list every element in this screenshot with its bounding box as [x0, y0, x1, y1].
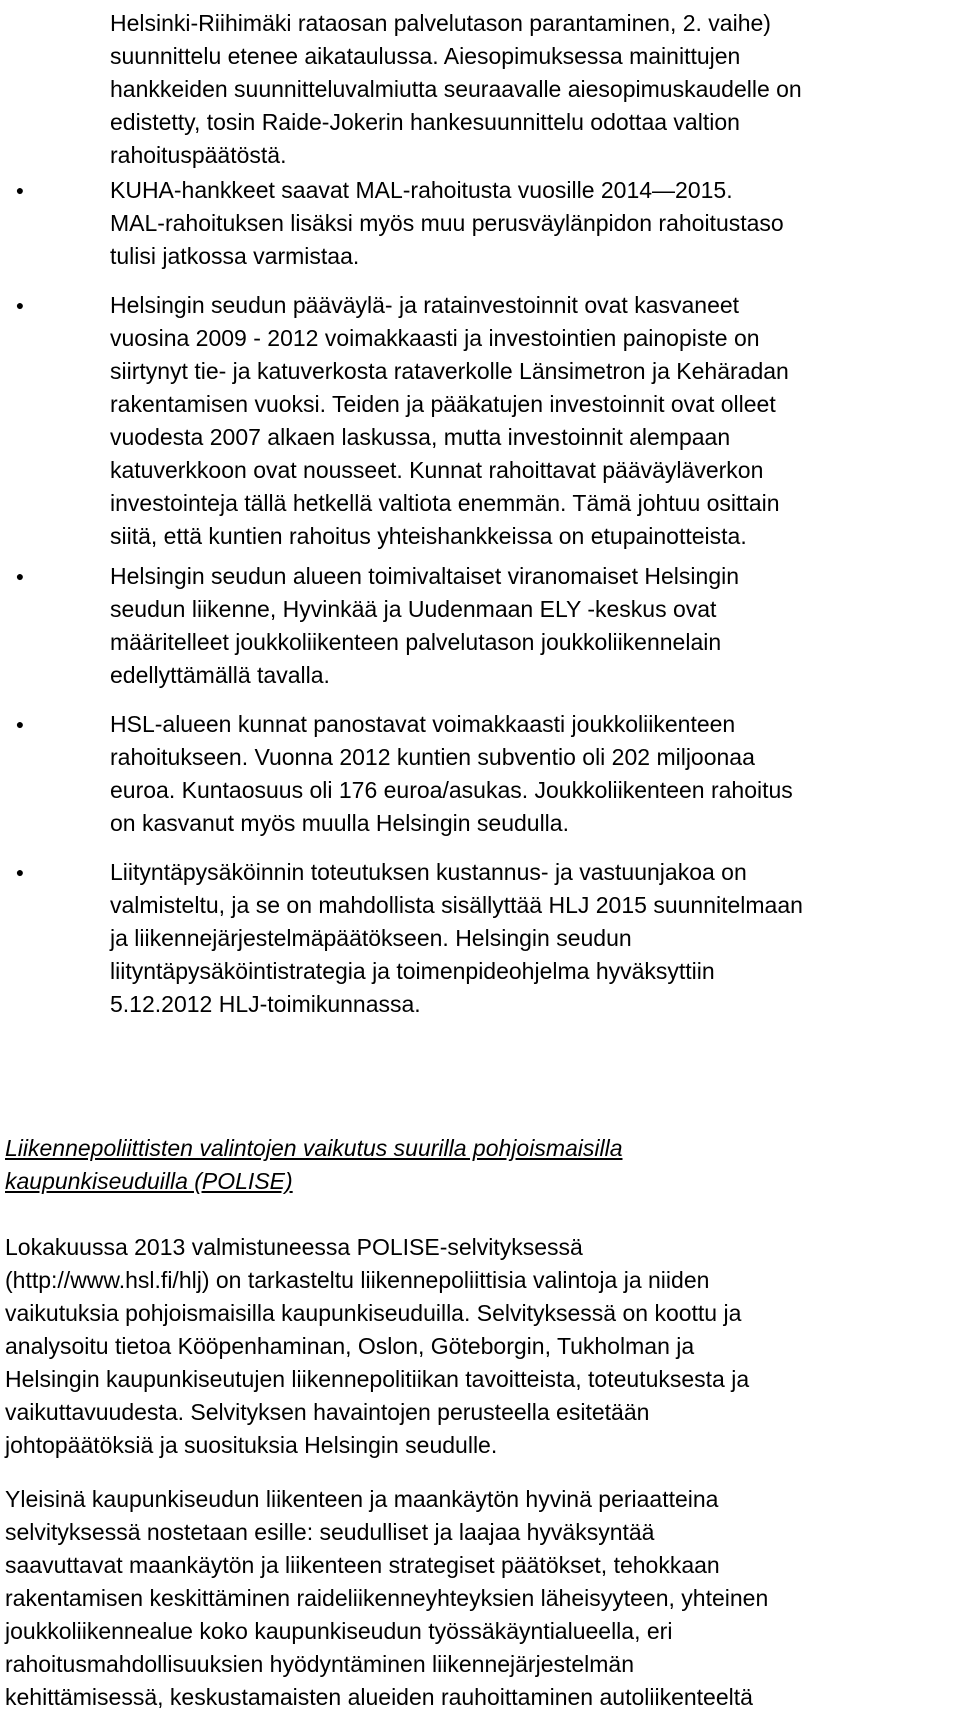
text-line: 5.12.2012 HLJ-toimikunnassa. [110, 991, 421, 1017]
bullet-text [110, 560, 960, 692]
text-line: edistetty, tosin Raide-Jokerin hankesuunnittelu odottaa valtion [110, 109, 740, 135]
text-line: on kasvanut myös muulla Helsingin seudulla. [110, 810, 569, 836]
continuation-paragraph [110, 7, 960, 172]
bullet-icon: ● [15, 716, 25, 732]
text-line: MAL-rahoituksen lisäksi myös muu perusväylänpidon rahoitustaso [110, 210, 784, 236]
heading-line: kaupunkiseuduilla (POLISE) [5, 1168, 293, 1194]
text-line: Yleisinä kaupunkiseudun liikenteen ja maankäytön hyvinä periaatteina [5, 1486, 719, 1512]
text-line: (http://www.hsl.fi/hlj) on tarkasteltu liikennepoliittisia valintoja ja niiden [5, 1267, 710, 1293]
bullet-icon: ● [15, 182, 25, 198]
text-line: vuosina 2009 - 2012 voimakkaasti ja investointien painopiste on [110, 325, 760, 351]
text-line: kehittämisessä, keskustamaisten alueiden rauhoittaminen autoliikenteeltä [5, 1684, 753, 1710]
text-line: vaikutuksia pohjoismaisilla kaupunkiseuduilla. Selvityksessä on koottu ja [5, 1300, 742, 1326]
section-heading [5, 1132, 623, 1198]
text-line: analysoitu tietoa Kööpenhaminan, Oslon, Göteborgin, Tukholman ja [5, 1333, 695, 1359]
text-line: Helsingin kaupunkiseutujen liikennepolitiikan tavoitteista, toteutuksesta ja [5, 1366, 750, 1392]
text-line: johtopäätöksiä ja suosituksia Helsingin seudulle. [5, 1432, 498, 1458]
text-line: tulisi jatkossa varmistaa. [110, 243, 360, 269]
paragraph-periaatteet [5, 1483, 768, 1714]
text-line: Liityntäpysäköinnin toteutuksen kustannus- ja vastuunjakoa on [110, 859, 747, 885]
text-line: liityntäpysäköintistrategia ja toimenpideohjelma hyväksyttiin [110, 958, 715, 984]
text-line: selvityksessä nostetaan esille: seudulliset ja laajaa hyväksyntää [5, 1519, 655, 1545]
heading-line: Liikennepoliittisten valintojen vaikutus suurilla pohjoismaisilla [5, 1135, 623, 1161]
text-line: seudun liikenne, Hyvinkää ja Uudenmaan ELY -keskus ovat [110, 596, 717, 622]
text-line: Helsinki-Riihimäki rataosan palvelutason parantaminen, 2. vaihe) [110, 10, 771, 36]
text-line: HSL-alueen kunnat panostavat voimakkaasti joukkoliikenteen [110, 711, 736, 737]
text-line: euroa. Kuntaosuus oli 176 euroa/asukas. Joukkoliikenteen rahoitus [110, 777, 793, 803]
text-line: KUHA-hankkeet saavat MAL-rahoitusta vuosille 2014—2015. [110, 177, 733, 203]
bullet-icon: ● [15, 864, 25, 880]
text-line: hankkeiden suunnitteluvalmiutta seuraavalle aiesopimuskaudelle on [110, 76, 802, 102]
text-line: investointeja tällä hetkellä valtiota enemmän. Tämä johtuu osittain [110, 490, 780, 516]
text-line: valmisteltu, ja se on mahdollista sisällyttää HLJ 2015 suunnitelmaan [110, 892, 803, 918]
text-line: vaikuttavuudesta. Selvityksen havaintojen perusteella esitetään [5, 1399, 650, 1425]
text-line: rakentamisen vuoksi. Teiden ja pääkatujen investoinnit ovat olleet [110, 391, 776, 417]
text-line: Helsingin seudun alueen toimivaltaiset viranomaiset Helsingin [110, 563, 740, 589]
paragraph-polise [5, 1231, 749, 1462]
text-line: rakentamisen keskittäminen raideliikenneyhteyksien läheisyyteen, yhteinen [5, 1585, 769, 1611]
text-line: suunnittelu etenee aikataulussa. Aiesopimuksessa mainittujen [110, 43, 741, 69]
text-line: edellyttämällä tavalla. [110, 662, 330, 688]
text-line: saavuttavat maankäytön ja liikenteen strategiset päätökset, tehokkaan [5, 1552, 720, 1578]
bullet-icon: ● [15, 568, 25, 584]
text-line: Lokakuussa 2013 valmistuneessa POLISE-selvityksessä [5, 1234, 583, 1260]
text-line: Helsingin seudun pääväylä- ja ratainvestoinnit ovat kasvaneet [110, 292, 740, 318]
bullet-text [110, 174, 960, 273]
text-line: ja liikennejärjestelmäpäätökseen. Helsingin seudun [110, 925, 632, 951]
text-line: määritelleet joukkoliikenteen palvelutason joukkoliikennelain [110, 629, 722, 655]
text-line: siitä, että kuntien rahoitus yhteishankkeissa on etupainotteista. [110, 523, 747, 549]
bullet-icon: ● [15, 297, 25, 313]
text-line: vuodesta 2007 alkaen laskussa, mutta investoinnit alempaan [110, 424, 731, 450]
text-line: rahoituspäätöstä. [110, 142, 287, 168]
text-line: rahoitukseen. Vuonna 2012 kuntien subventio oli 202 miljoonaa [110, 744, 755, 770]
bullet-text [110, 708, 960, 840]
bullet-text [110, 856, 960, 1021]
text-line: siirtynyt tie- ja katuverkosta rataverkolle Länsimetron ja Kehäradan [110, 358, 789, 384]
text-line: katuverkkoon ovat nousseet. Kunnat rahoittavat pääväyläverkon [110, 457, 764, 483]
bullet-text [110, 289, 960, 553]
text-line: rahoitusmahdollisuuksien hyödyntäminen liikennejärjestelmän [5, 1651, 635, 1677]
text-line: joukkoliikennealue koko kaupunkiseudun työssäkäyntialueella, eri [5, 1618, 673, 1644]
